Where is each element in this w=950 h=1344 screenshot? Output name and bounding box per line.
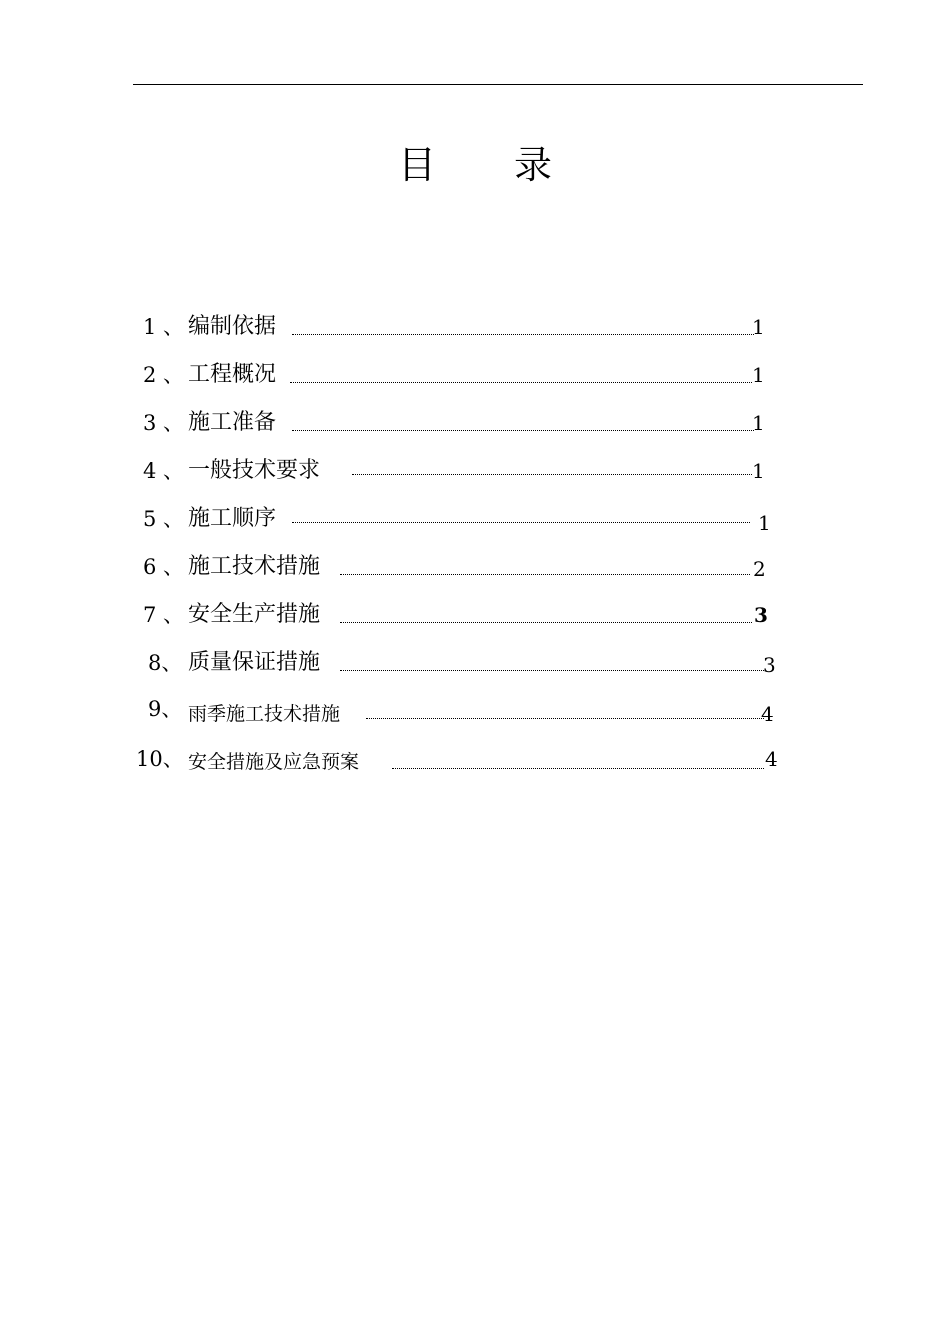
toc-entry-label: 质量保证措施 [188,650,321,675]
toc-leader-dots [292,334,754,335]
toc-entry[interactable] [0,310,950,344]
toc-entry[interactable] [0,694,950,728]
toc-entry-page: 1 [752,459,765,483]
toc-entry-page: 4 [765,747,778,771]
toc-leader-dots [392,768,764,769]
toc-entry[interactable] [0,646,950,680]
toc-entry-page: 2 [753,557,766,581]
toc-entry[interactable] [0,358,950,392]
toc-entry-label: 工程概况 [188,362,277,387]
toc-entry-page: 3 [763,653,776,677]
toc-leader-dots [352,474,752,475]
toc-entry-page: 4 [761,702,774,726]
header-rule [133,84,863,85]
toc-leader-dots [292,430,754,431]
toc-entry-number: 5 、 [143,507,185,531]
toc-entry-page: 1 [752,411,765,435]
toc-leader-dots [366,718,764,719]
toc-entry-page: 1 [752,315,765,339]
toc-entry-page: 1 [752,363,765,387]
toc-leader-dots [290,382,752,383]
toc-entry-number: 3 、 [143,411,185,435]
toc-leader-dots [340,622,752,623]
toc-title-char-2: 录 [514,143,553,187]
toc-leader-dots [340,574,750,575]
toc-entry-label: 施工准备 [188,410,277,435]
toc-entry-number: 4 、 [143,459,185,483]
toc-entry-number: 8、 [148,651,183,675]
toc-entry-label: 一般技术要求 [188,458,321,483]
toc-leader-dots [340,670,764,671]
toc-entry[interactable] [0,742,950,776]
toc-leader-dots [292,522,750,523]
toc-entry-label: 编制依据 [188,314,277,339]
toc-title [0,140,950,190]
toc-entry[interactable] [0,454,950,488]
toc-entry[interactable] [0,502,950,536]
toc-entry[interactable] [0,406,950,440]
toc-title-char-1: 目 [397,143,436,187]
toc-entry[interactable] [0,598,950,632]
toc-entry-label: 施工技术措施 [188,554,321,579]
toc-entry-label: 雨季施工技术措施 [188,703,341,725]
toc-entry-number: 7 、 [143,603,185,627]
toc-entry-page: 3 [754,603,768,627]
toc-entry-number: 6 、 [143,555,185,579]
toc-entry-number: 2 、 [143,363,185,387]
toc-entry-number: 9、 [148,697,183,721]
toc-entry-label: 施工顺序 [188,506,277,531]
toc-entry-label: 安全措施及应急预案 [188,751,360,773]
toc-entry-number: 1 、 [143,315,185,339]
toc-entry-page: 1 [758,511,771,535]
toc-entry-label: 安全生产措施 [188,602,321,627]
toc-entry[interactable] [0,550,950,584]
toc-entry-number: 10、 [136,747,184,771]
